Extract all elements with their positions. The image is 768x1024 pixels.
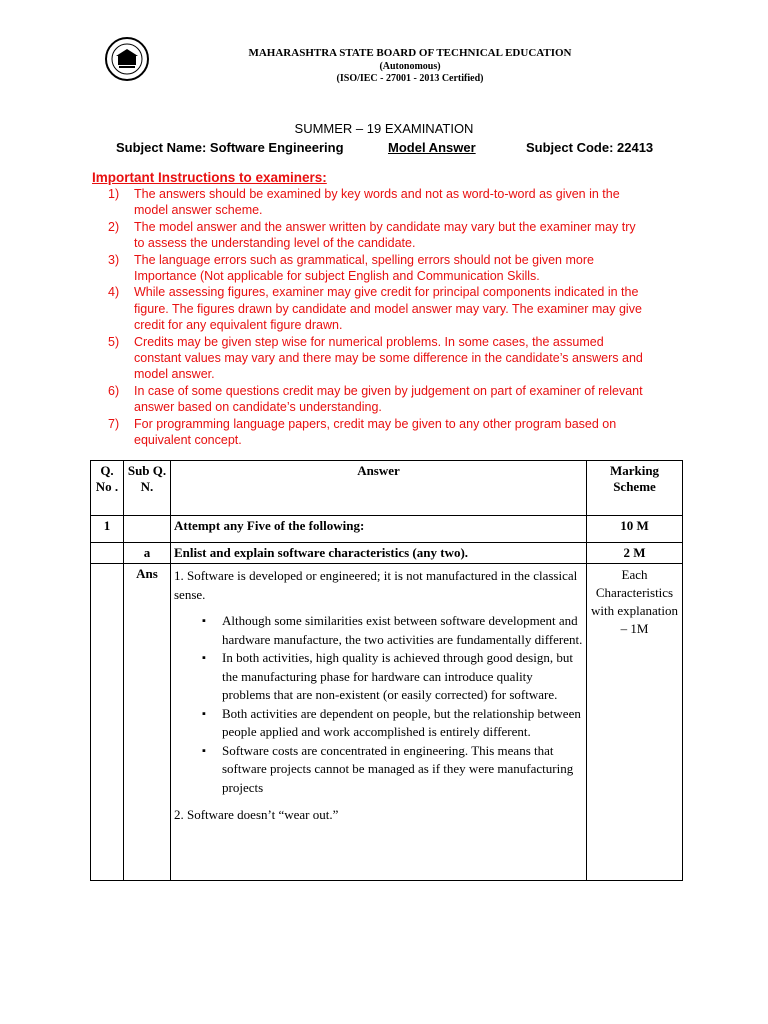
header-qno: Q. No . xyxy=(91,461,124,516)
row1-subq xyxy=(124,516,171,543)
list-item: ▪ Software costs are concentrated in engineering. This means that software projects cannot be managed as if they were manufacturing projects xyxy=(222,742,583,798)
board-certification: (ISO/IEC - 27001 - 2013 Certified) xyxy=(336,73,484,84)
row3-marks: Each Characteristics with explanation – 1M xyxy=(587,564,683,881)
row1-text: Attempt any Five of the following: xyxy=(171,516,587,543)
row3-qno xyxy=(91,564,124,881)
answer-point-1: 1. Software is developed or engineered; it is not manufactured in the classical sense. xyxy=(174,568,578,602)
row2-qno xyxy=(91,543,124,564)
instructions-list xyxy=(108,186,648,449)
list-item: ▪ Both activities are dependent on people, but the relationship between people applied and work accomplished is entirely different. xyxy=(222,705,583,742)
instruction-item: 6) In case of some questions credit may be given by judgement on part of examiner of relevant answer based on candidate’s understanding. xyxy=(108,383,643,415)
instruction-item: 7) For programming language papers, credit may be given to any other program based on equivalent concept. xyxy=(108,416,617,448)
header-marking: Marking Scheme xyxy=(587,461,683,516)
instruction-item: 1) The answers should be examined by key words and not as word-to-word as given in the model answer scheme. xyxy=(108,187,620,218)
table-header-row xyxy=(91,461,683,516)
row1-qno: 1 xyxy=(91,516,124,543)
subject-name: Subject Name: Software Engineering xyxy=(116,140,344,155)
model-answer-label: Model Answer xyxy=(388,140,476,155)
answer-table xyxy=(90,460,683,881)
table-row xyxy=(91,543,683,564)
header-answer: Answer xyxy=(171,461,587,516)
row2-subq: a xyxy=(124,543,171,564)
list-item: ▪ In both activities, high quality is achieved through good design, but the manufacturing phase for hardware can introduce quality problems that are non-existent (or easily corrected) for software. xyxy=(222,649,583,705)
instruction-item: 5) Credits may be given step wise for numerical problems. In some cases, the assumed constant values may vary and there may be some difference in the candidate’s answers and model answer. xyxy=(108,334,643,382)
row3-answer xyxy=(171,564,587,881)
board-autonomous: (Autonomous) xyxy=(379,61,441,72)
instruction-item: 3) The language errors such as grammatical, spelling errors should not be given more Importance (Not applicable for subject English and Communication Skills. xyxy=(108,252,594,284)
list-item: ▪ Although some similarities exist between software development and hardware manufacture, the two activities are fundamentally different. xyxy=(222,612,583,649)
row2-marks: 2 M xyxy=(587,543,683,564)
table-row xyxy=(91,516,683,543)
answer-point-2: 2. Software doesn’t “wear out.” xyxy=(174,807,339,822)
header-subq: Sub Q. N. xyxy=(124,461,171,516)
subject-code: Subject Code: 22413 xyxy=(526,140,654,155)
exam-title: SUMMER – 19 EXAMINATION xyxy=(294,121,474,136)
row3-label: Ans xyxy=(124,564,171,881)
instructions-title: Important Instructions to examiners: xyxy=(92,170,327,185)
table-row xyxy=(91,564,683,881)
row2-text: Enlist and explain software characteristics (any two). xyxy=(171,543,587,564)
answer-bullets xyxy=(174,612,583,797)
instruction-item: 2) The model answer and the answer written by candidate may vary but the examiner may try to assess the understanding level of the candidate. xyxy=(108,219,636,251)
subject-row xyxy=(0,140,768,160)
board-name: MAHARASHTRA STATE BOARD OF TECHNICAL EDUCATION xyxy=(248,47,572,59)
instruction-item: 4) While assessing figures, examiner may give credit for principal components indicated in the figure. The figures drawn by candidate and model answer may vary. The examiner may give credit for any equivalent figure drawn. xyxy=(108,285,642,333)
row1-marks: 10 M xyxy=(587,516,683,543)
